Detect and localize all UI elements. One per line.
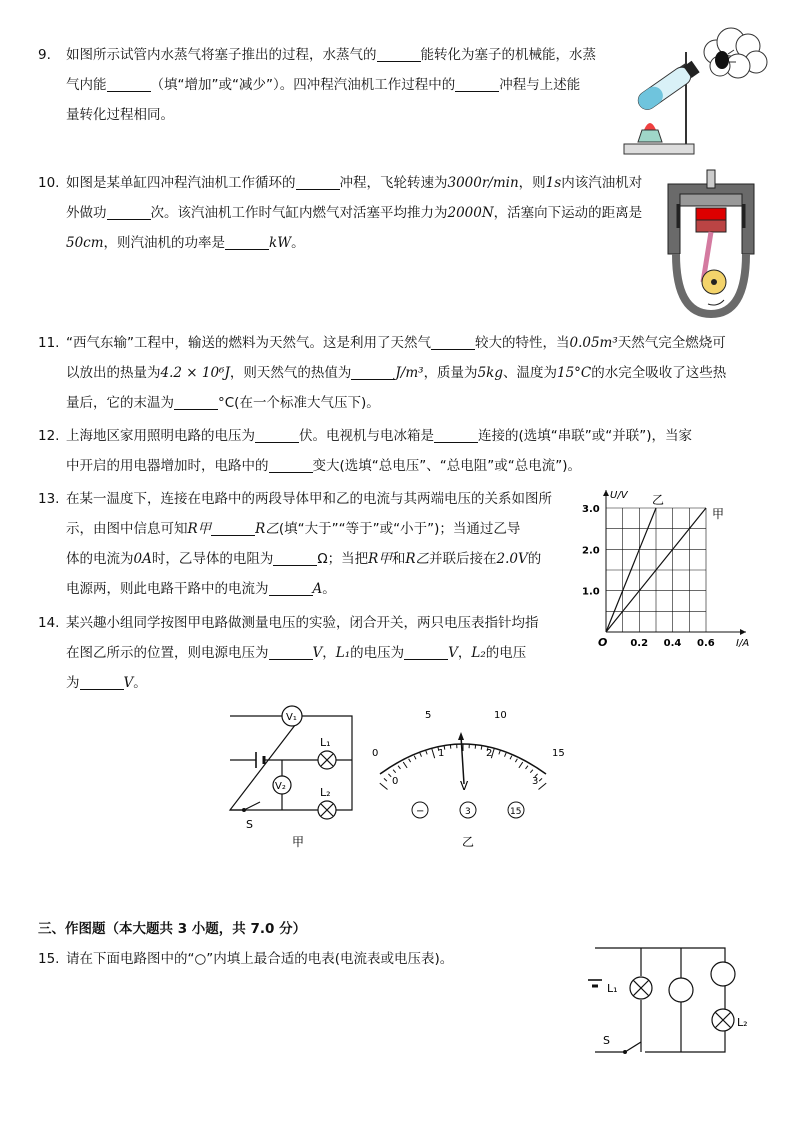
svg-text:S: S (603, 1034, 610, 1047)
svg-text:2: 2 (486, 748, 493, 759)
svg-text:V: V (460, 779, 469, 793)
answer-blank[interactable] (225, 233, 269, 250)
question-number: 10. (38, 175, 60, 191)
x-axis-arrow (740, 629, 746, 635)
svg-text:V₂: V₂ (275, 781, 286, 792)
dial-tick (539, 783, 547, 789)
dial-tick (420, 753, 422, 757)
answer-blank[interactable] (174, 393, 218, 410)
dial-tick (519, 762, 523, 768)
dial-tick (510, 756, 512, 760)
svg-text:15: 15 (552, 748, 565, 759)
dial-tick (380, 783, 388, 789)
dial-tick (499, 751, 500, 755)
y-tick-label: 3.0 (582, 504, 600, 515)
svg-text:0: 0 (372, 748, 379, 759)
answer-blank[interactable] (80, 673, 124, 690)
answer-blank[interactable] (273, 549, 317, 566)
answer-blank[interactable] (269, 579, 313, 596)
answer-blank[interactable] (211, 519, 255, 536)
answer-blank[interactable] (455, 75, 499, 92)
svg-text:3: 3 (532, 776, 539, 787)
dial-tick (432, 749, 435, 759)
dial-tick (384, 778, 387, 781)
dial-tick (393, 770, 396, 773)
answer-blank[interactable] (255, 426, 299, 443)
dial-tick (539, 778, 542, 781)
dial-tick (426, 751, 427, 755)
circuit-diagram-jia (220, 702, 360, 852)
question-number: 13. (38, 491, 60, 507)
test-tube-figure (616, 12, 776, 160)
x-tick-label: 0.4 (663, 638, 682, 649)
dial-tick (530, 770, 533, 773)
svg-text:15: 15 (510, 807, 522, 817)
dial-tick (398, 766, 400, 769)
svg-text:0: 0 (392, 776, 399, 787)
y-tick-label: 2.0 (582, 545, 600, 557)
circuit-diagram-q15 (585, 940, 765, 1058)
dial-tick (515, 759, 517, 762)
answer-blank[interactable] (351, 363, 395, 380)
answer-blank[interactable] (296, 173, 340, 190)
dial-tick (414, 756, 416, 760)
question-number: 11. (38, 335, 60, 351)
svg-text:V₁: V₁ (286, 712, 297, 723)
dial-tick (388, 774, 391, 777)
answer-blank[interactable] (269, 456, 313, 473)
svg-text:L₁: L₁ (607, 982, 618, 995)
dial-tick (481, 746, 482, 750)
svg-text:−: − (416, 806, 425, 817)
svg-text:5: 5 (425, 710, 432, 721)
dial-tick (403, 762, 407, 768)
x-tick-label: 0.6 (697, 638, 715, 649)
y-axis-arrow (603, 490, 609, 496)
series-label-jia: 甲 (712, 507, 725, 521)
engine-cylinder-figure (658, 164, 764, 324)
answer-blank[interactable] (431, 333, 475, 350)
x-axis-label: I/A (736, 638, 750, 649)
dial-tick (409, 759, 411, 762)
answer-blank[interactable] (404, 643, 448, 660)
svg-text:乙: 乙 (462, 835, 475, 849)
svg-text:10: 10 (494, 710, 507, 721)
svg-text:甲: 甲 (292, 835, 305, 849)
question-number: 14. (38, 615, 60, 631)
svg-text:L₂: L₂ (320, 786, 331, 799)
question-number: 12. (38, 428, 60, 444)
answer-blank[interactable] (107, 203, 151, 220)
answer-blank[interactable] (269, 643, 313, 660)
dial-tick (526, 766, 528, 769)
question-number: 15. (38, 951, 60, 967)
y-tick-label: 1.0 (582, 586, 600, 598)
svg-text:S: S (246, 818, 253, 831)
answer-blank[interactable] (107, 75, 151, 92)
svg-text:3: 3 (465, 807, 471, 817)
x-tick-label: 0.2 (630, 638, 649, 649)
u-i-chart (574, 482, 764, 652)
series-label-yi: 乙 (652, 493, 665, 507)
answer-blank[interactable] (434, 426, 478, 443)
dial-tick (505, 753, 507, 757)
question-number: 9. (38, 47, 51, 63)
svg-text:L₂: L₂ (737, 1016, 748, 1029)
svg-text:1: 1 (438, 748, 445, 759)
y-axis-label: U/V (610, 490, 628, 501)
voltmeter-dial-yi (368, 702, 568, 852)
answer-blank[interactable] (377, 45, 421, 62)
origin-label: O (598, 636, 608, 649)
section-heading: 三、作图题（本大题共 3 小题，共 7.0 分） (38, 921, 307, 937)
svg-text:L₁: L₁ (320, 736, 331, 749)
